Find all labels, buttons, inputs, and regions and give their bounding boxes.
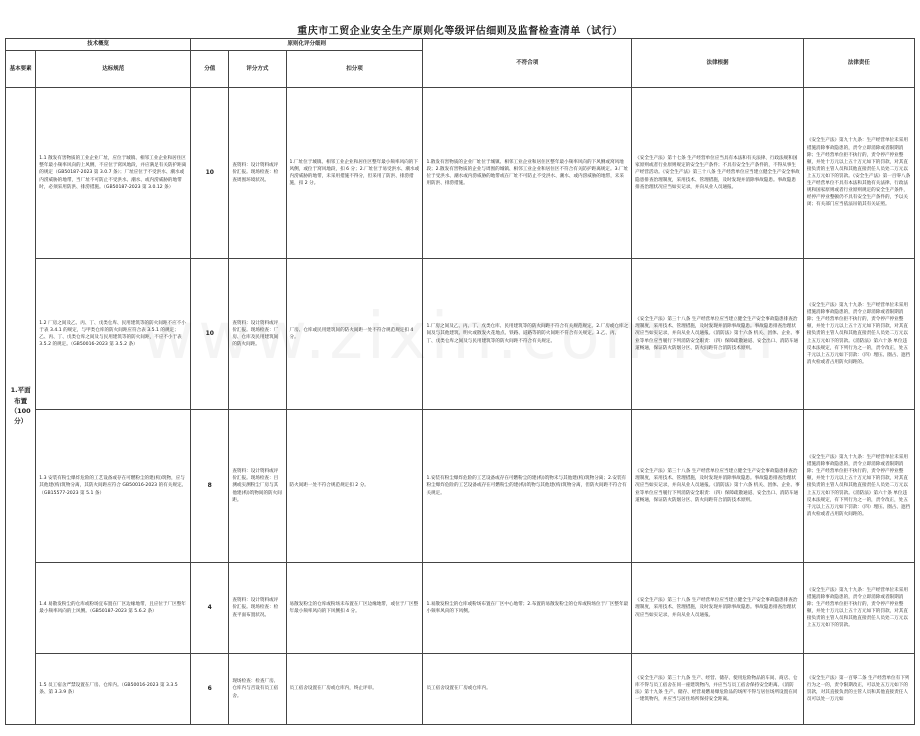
score-cell: 10: [191, 88, 229, 259]
method-cell: 查资料：设计资料或评价汇报。现场检查：厂房、仓库及民用建筑间的防火间距。: [229, 259, 286, 410]
table-row: [6, 563, 915, 654]
element-cell: 1.平面布置（100分）: [6, 88, 36, 725]
document-title: 重庆市工贸企业安全生产原则化等级评估细则及监督检查清单（试行）: [297, 26, 623, 37]
score-cell: 4: [191, 563, 229, 654]
liability-cell: 《安全生产法》第九十九条：生产经营单位未采用措施消除事故隐患的，责令立即消除或者限期消除；生产经营单位拒不执行的，责令停产停业整顿，并处十万元以上五十万元如下的罚款，对其直接负责的主管人员和其他直接责任人员处二万元以上五万元如下的罚款。《安全生产法》第一百零八条 生产经营单位不具有本法和其他有关法律、行政法规和国家原则或者行业原则规定的安全生产条件，经停产停业整顿仍不具有安全生产条件的，予以关闭；有关部门应当依法吊销其有关证照。: [803, 88, 914, 259]
noncompliance-cell: 1.安装有粉尘爆炸危险的工艺设备或存在可燃粉尘的建(构)筑物未与其他建(构)筑物分离；2.安装有粉尘爆炸危险的工艺设备或存在可燃粉尘的建(构)筑物与其他建(构)筑物分离，但防火间距不符合有关规定。: [423, 410, 632, 563]
header-method: 评分方式: [229, 51, 286, 88]
noncompliance-cell: 员工宿舍设置在厂房或仓库内。: [423, 654, 632, 725]
method-cell: 查资料：设计资料或评价汇报。现场检查：目测或实测粉尘厂房与其他建(构)筑物间的防火间距。: [229, 410, 286, 563]
header-noncompliance: 不符合项: [423, 39, 632, 88]
deduct-cell: 易散发粉尘的仓库或粉场未布置在厂区边缘地带，或位于厂区整年最小频率风向的下风侧扣 4 分。: [286, 563, 423, 654]
header-tech-outline: 技术概览: [6, 39, 191, 51]
noncompliance-cell: 1.易散发粉尘的仓库或粉场布置在厂区中心地带；2.布置的易散发粉尘的仓库或粉场位于厂区整年最小频率风向的下风侧。: [423, 563, 632, 654]
spec-cell: 1.1 散发有害物质的工业企业厂址，应位于城镇、相邻工业企业和居住区整年最小频率风向的上风侧，不应位于窝风地段，并应满足有关防护距离的规定（GB50187-2023 第 3.0.7 条）；厂址应位于不受洪水、潮水或内涝威胁的地带，当厂址不可防止不受洪水、潮水、或内涝威胁的地带时，必须采用防洪、排涝措施。（GB50187-2023 第 3.0.12 条）: [36, 88, 191, 259]
header-score: 分值: [191, 51, 229, 88]
header-liability: 法律责任: [803, 39, 914, 88]
legal-cell: 《安全生产法》第三十八条 生产经营单位应当建立健全生产安全事故隐患排查治理制度，采用技术、管理措施，及时发现并消除事故隐患。事故隐患排查治理状况应当如实记录，并向从业人员通报。《消防法》第十六条 机关、团体、企业、事业等单位应当履行下列消防安全职责：（四）保障疏散通道、安全出口、消防车通道畅通，保证防火防烟分区、防火间距符合消防技术原则。: [632, 259, 804, 410]
spec-cell: 1.3 安装有粉尘爆炸危险的工艺设备或存在可燃粉尘的建(构)筑物，应与其他建(构)筑物分离，其防火间距应符合 GB50016-2023 的有关规定。（GB15577-2023 第 5.1 条）: [36, 410, 191, 563]
method-cell: 查资料：设计资料或评价汇报。现场检查：检查平面布置状况。: [229, 563, 286, 654]
table-row: [6, 654, 915, 725]
header-std-rules: 原则化评分细则: [191, 39, 423, 51]
liability-cell: 《安全生产法》第九十九条：生产经营单位未采用措施消除事故隐患的，责令立即消除或者限期消除；生产经营单位拒不执行的，责令停产停业整顿，并处十万元以上五十万元如下的罚款，对其直接负责的主管人员和其他直接责任人员处二万元以上五万元如下的罚款。《消防法》第六十条 单位违反本法规定，有下列行为之一的，责令改正，处五千元以上五万元如下罚款：（四）埋压、圈占、遮挡消火栓或者占用防火间距的。: [803, 259, 914, 410]
liability-cell: 《安全生产法》第一百零二条 生产经营单位有下列行为之一的，责令限期改正，可以处五万元如下的罚款，对其直接负责的主管人员和其他直接责任人员可以处一万元如: [803, 654, 914, 725]
header-row-group: [6, 39, 915, 51]
legal-cell: 《安全生产法》第十七条 生产经营单位应当具有本法和有关法律、行政法规和国家原则或者行业原则规定的安全生产条件；不具有安全生产条件的，不得从事生产经营活动。《安全生产法》第三十八条 生产经营单位应当建立健全生产安全事故隐患排查治理制度，采用技术、管理措施，及时发现并消除事故隐患。事故隐患排查治理状况应当如实记录，并向从业人员通报。: [632, 88, 804, 259]
deduct-cell: 1.厂址位于城镇、相邻工业企业和居住区整年最小频率风向的下风侧，或位于窝风地段，扣 6 分；2.厂址位于易受洪水、潮水或内涝威胁的地带，未采用措施不得分，但采用了防洪、排涝措施，扣 2 分。: [286, 88, 423, 259]
header-spec: 达标规范: [36, 51, 191, 88]
liability-cell: 《安全生产法》第九十九条：生产经营单位未采用措施消除事故隐患的，责令立即消除或者限期消除；生产经营单位拒不执行的，责令停产停业整顿，并处十万元以上五十万元如下的罚款，对其直接负责的主管人员和其他直接责任人员处二万元以上五万元如下的罚款。: [803, 563, 914, 654]
deduct-cell: 防火间距一处不符合规范规定扣 2 分。: [286, 410, 423, 563]
legal-cell: 《安全生产法》第三十九条 生产、经营、储存、使用危险物品的车间、商店、仓库不得与员工宿舍在同一座建筑物内，并应当与员工宿舍保持安全距离。《消防法》第十九条 生产、储存、经营易燃易爆危险品的场所不得与居住场所设置在同一建筑物内，并应当与居住场所保持安全距离。: [632, 654, 804, 725]
noncompliance-cell: 1.厂房之间及乙、丙、丁、戊类仓库、民用建筑等的防火间距不符合有关规范规定。2.厂房或仓库之间及与其他建筑、明火或散发火花地点、铁路、道路等的防火间距不符合有关规定。3.乙、丙、丁、戊类仓库之间及与民用建筑等的防火间距不符合有关规定。: [423, 259, 632, 410]
inspection-table: [5, 38, 915, 725]
header-deduct: 扣分项: [286, 51, 423, 88]
table-row: [6, 259, 915, 410]
deduct-cell: 厂房、仓库或民用建筑间的防火间距一处不符合规范规定扣 4 分。: [286, 259, 423, 410]
legal-cell: 《安全生产法》第三十八条 生产经营单位应当建立健全生产安全事故隐患排查治理制度，采用技术、管理措施，及时发现并消除事故隐患。事故隐患排查治理状况应当如实记录，并向从业人员通报。: [632, 563, 804, 654]
table-row: [6, 410, 915, 563]
score-cell: 6: [191, 654, 229, 725]
table-row: [6, 88, 915, 259]
spec-cell: 1.2 厂房之间及乙、丙、丁、戊类仓库、民用建筑等的防火间距不应不小于表 3.4.1 的规定，与甲类仓库的防火间距应符合表 3.5.1 的规定；乙、丙、丁、戊类仓库之间及与民用建筑等的防火间距，不应不小于表 3.5.2 的规定。（GB50016-2023 第 3.5.2 条）: [36, 259, 191, 410]
header-element: 基本要素: [6, 51, 36, 88]
deduct-cell: 员工宿舍设置在厂房或仓库内，终止评审。: [286, 654, 423, 725]
spec-cell: 1.4 易散发粉尘的仓库或粉场宜布置在厂区边缘地带，且应位于厂区整年最小频率风向的上风侧。（GB50187-2023 第 5.6.2 条）: [36, 563, 191, 654]
method-cell: 查资料：设计资料或评价汇报。现场检查：检查周围环境状况。: [229, 88, 286, 259]
noncompliance-cell: 1.散发有害物质的企业厂址位于城镇、相邻工业企业和居住区整年最小频率风向的下风侧或窝风地段；2.散发有害物质的企业与周围的城镇、相邻工业企业和居住区不符合有关防护距离规定。3.厂址位于受洪水、潮水或内涝威胁的地带或在厂址不可防止不受洪水、潮水、或内涝威胁的地带，未采用防洪、排涝措施。: [423, 88, 632, 259]
legal-cell: 《安全生产法》第三十八条 生产经营单位应当建立健全生产安全事故隐患排查治理制度，采用技术、管理措施，及时发现并消除事故隐患。事故隐患排查治理状况应当如实记录，并向从业人员通报。《消防法》第十六条 机关、团体、企业、事业等单位应当履行下列消防安全职责：（四）保障疏散通道、安全出口、消防车通道畅通，保证防火防烟分区、防火间距符合消防技术原则。: [632, 410, 804, 563]
method-cell: 现场检查：检查厂房、仓库内与否设有员工宿舍。: [229, 654, 286, 725]
score-cell: 8: [191, 410, 229, 563]
spec-cell: 1.5 员工宿舍严禁设置在厂房、仓库内。（GB50016-2023 第 3.3.5 条、第 3.3.9 条）: [36, 654, 191, 725]
header-legal-basis: 法律根据: [632, 39, 804, 88]
liability-cell: 《安全生产法》第九十九条：生产经营单位未采用措施消除事故隐患的，责令立即消除或者限期消除；生产经营单位拒不执行的，责令停产停业整顿，并处十万元以上五十万元如下的罚款，对其直接负责的主管人员和其他直接责任人员处二万元以上五万元如下的罚款。《消防法》第六十条 单位违反本法规定，有下列行为之一的，责令改正，处五千元以上五万元如下罚款：（四）埋压、圈占、遮挡消火栓或者占用防火间距的。: [803, 410, 914, 563]
score-cell: 10: [191, 259, 229, 410]
